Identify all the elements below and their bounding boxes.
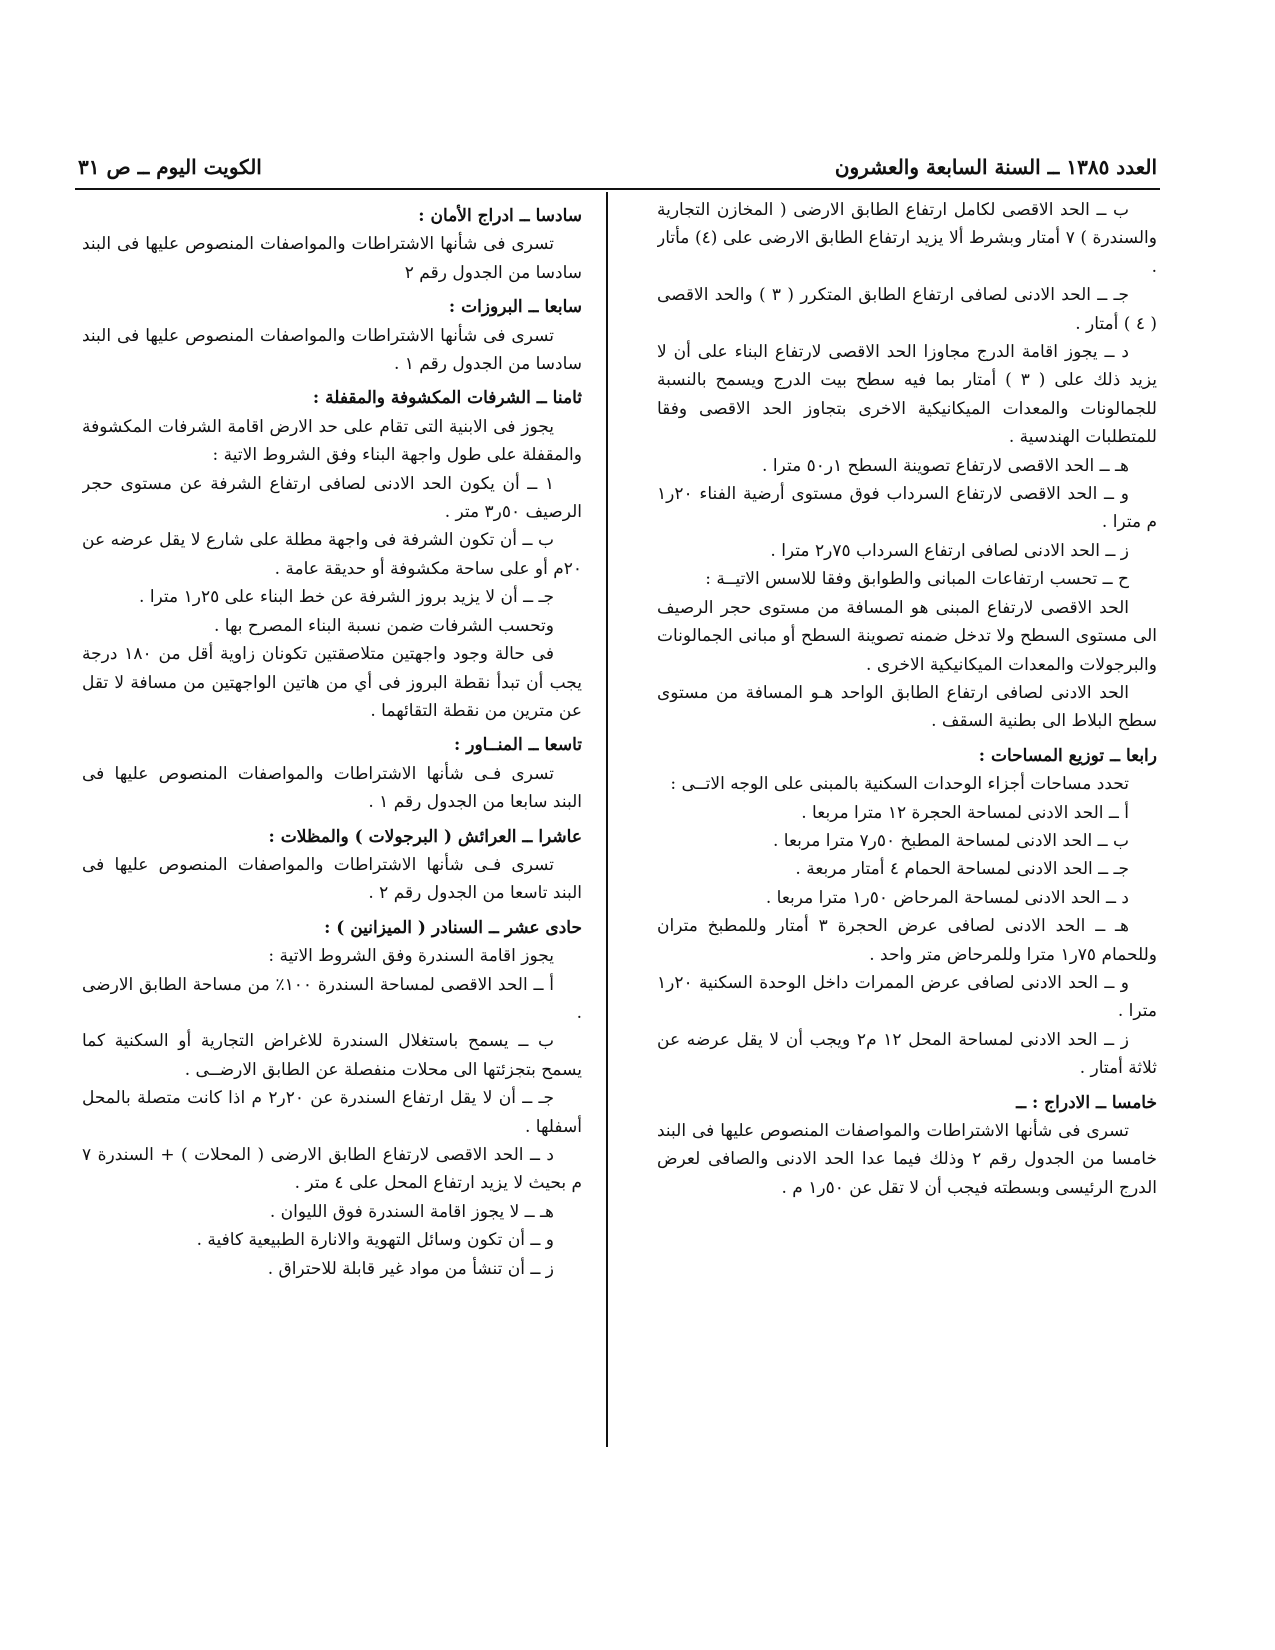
list-item: ١ ــ أن يكون الحد الادنى لصافى ارتفاع الشرفة عن مستوى حجر الرصيف ٥٠ر٣ متر . (82, 473, 582, 523)
list-item: جـ ــ أن لا يقل ارتفاع السندرة عن ٢٠ر٢ م اذا كانت متصلة بالمحل أسفلها . (82, 1088, 582, 1137)
paragraph: تسرى فـى شأنها الاشتراطات والمواصفات المنصوص عليها فى البند تاسعا من الجدول رقم ٢ . (82, 854, 582, 904)
list-item: هـ ــ لا يجوز اقامة السندرة فوق الليوان . (269, 1201, 554, 1222)
paragraph: يجوز فى الابنية التى تقام على حد الارض اقامة الشرفات المكشوفة والمقفلة على طول واجهة البناء وفق الشروط الاتية : (82, 416, 582, 466)
column-divider (606, 192, 608, 1447)
list-item: د ــ يجوز اقامة الدرج مجاوزا الحد الاقصى لارتفاع البناء على أن لا يزيد ذلك على ( ٣ ) أمتار بما فيه سطح بيت الدرج ويسمح بالنسبة للجمالونات والمعدات الميكانيكية الاخرى بتجاوز الحد الاقصى وفقا للمتطلبات الهندسية . (657, 342, 1157, 448)
list-item: و ــ الحد الادنى لصافى عرض الممرات داخل الوحدة السكنية ٢٠ر١ مترا . (657, 972, 1157, 1022)
list-item: د ــ الحد الاقصى لارتفاع الطابق الارضى ( المحلات ) + السندرة ٧ م بحيث لا يزيد ارتفاع المحل على ٤ متر . (82, 1145, 582, 1194)
list-item: ب ــ أن تكون الشرفة فى واجهة مطلة على شارع لا يقل عرضه عن ٢٠م أو على ساحة مكشوفة أو حديقة عامة . (82, 530, 582, 579)
right-column (657, 196, 1157, 1446)
paragraph: وتحسب الشرفات ضمن نسبة البناء المصرح بها . (213, 615, 554, 636)
list-item: ز ــ الحد الادنى لمساحة المحل ١٢ م٢ ويجب أن لا يقل عرضه عن ثلاثة أمتار . (657, 1029, 1157, 1079)
list-item: ز ــ الحد الادنى لصافى ارتفاع السرداب ٧٥ر٢ مترا . (770, 540, 1129, 561)
section-heading: خامسا ــ الادراج : ــ (1016, 1092, 1157, 1113)
list-item: جـ ــ الحد الادنى لصافى ارتفاع الطابق المتكرر ( ٣ ) والحد الاقصى ( ٤ ) أمتار . (657, 285, 1157, 334)
list-item: ح ــ تحسب ارتفاعات المبانى والطوابق وفقا للاسس الاتيــة : (705, 569, 1129, 590)
paragraph: فى حالة وجود واجهتين متلاصقتين تكونان زاوية أقل من ١٨٠ درجة يجب أن تبدأ نقطة البروز فى أي من هاتين الواجهتين من مسافة لا تقل عن مترين من نقطة التقائهما . (82, 644, 582, 721)
list-item: ب ــ الحد الادنى لمساحة المطبخ ٥٠ر٧ مترا مربعا . (772, 830, 1129, 851)
journal-page-label: الكويت اليوم ــ ص ٣١ (78, 155, 262, 179)
paragraph: تسرى فـى شأنها الاشتراطات والمواصفات المنصوص عليها فى البند سابعا من الجدول رقم ١ . (82, 763, 582, 813)
list-item: جـ ــ أن لا يزيد بروز الشرفة عن خط البناء على ٢٥ر١ مترا . (139, 587, 554, 608)
list-item: هـ ــ الحد الاقصى لارتفاع تصوينة السطح ١ر٥٠ مترا . (762, 455, 1129, 476)
list-item: جـ ــ الحد الادنى لمساحة الحمام ٤ أمتار مربعة . (795, 859, 1129, 880)
list-item: هـ ــ الحد الادنى لصافى عرض الحجرة ٣ أمتار وللمطبخ متران وللحمام ٧٥ر١ مترا وللمرحاض متر واحد . (657, 916, 1157, 965)
paragraph: تسرى فى شأنها الاشتراطات والمواصفات المنصوص عليها فى البند سادسا من الجدول رقم ١ . (82, 325, 582, 375)
section-heading: سابعا ــ البروزات : (448, 297, 582, 318)
list-item: أ ــ الحد الادنى لمساحة الحجرة ١٢ مترا مربعا . (801, 802, 1129, 823)
paragraph: الحد الاقصى لارتفاع المبنى هو المسافة من مستوى حجر الرصيف الى مستوى السطح ولا تدخل ضمنه تصوينة السطح أو مبانى الجمالونات والبرجولات والمعدات الميكانيكية الاخرى . (657, 597, 1157, 675)
section-heading: عاشرا ــ العرائش ( البرجولات ) والمظلات : (268, 826, 582, 847)
section-heading: سادسا ــ ادراج الأمان : (418, 206, 582, 226)
section-heading: ثامنا ــ الشرفات المكشوفة والمقفلة : (312, 388, 582, 409)
paragraph: تسرى فى شأنها الاشتراطات والمواصفات المنصوص عليها فى البند خامسا من الجدول رقم ٢ وذلك فيما عدا الحد الادنى والصافى لعرض الدرج الرئيسى وبسطته فيجب أن لا تقل عن ٥٠ر١ م . (657, 1121, 1157, 1198)
list-item: ب ــ يسمح باستغلال السندرة للاغراض التجارية أو السكنية كما يسمح بتجزئتها الى محلات منفصلة عن الطابق الارضــى . (82, 1031, 582, 1080)
section-heading: حادى عشر ــ السنادر ( الميزانين ) : (324, 917, 582, 938)
list-item: و ــ الحد الاقصى لارتفاع السرداب فوق مستوى أرضية الفناء ٢٠ر١ م مترا . (657, 484, 1157, 533)
list-item: ز ــ أن تنشأ من مواد غير قابلة للاحتراق . (267, 1258, 554, 1279)
list-item: و ــ أن تكون وسائل التهوية والانارة الطبيعية كافية . (196, 1230, 554, 1251)
paragraph: تسرى فى شأنها الاشتراطات والمواصفات المنصوص عليها فى البند سادسا من الجدول رقم ٢ (82, 234, 582, 283)
list-item: د ــ الحد الادنى لمساحة المرحاض ٥٠ر١ مترا مربعا . (765, 887, 1129, 908)
paragraph: تحدد مساحات أجزاء الوحدات السكنية بالمبنى على الوجه الاتــى : (670, 774, 1129, 795)
paragraph: يجوز اقامة السندرة وفق الشروط الاتية : (268, 946, 554, 967)
list-item: أ ــ الحد الاقصى لمساحة السندرة ١٠٠٪ من مساحة الطابق الارضى . (82, 974, 582, 1023)
list-item: ب ــ الحد الاقصى لكامل ارتفاع الطابق الارضى ( المخازن التجارية والسندرة ) ٧ أمتار وبشرط ألا يزيد ارتفاع الطابق الارضى على (٤) مأتار . (657, 200, 1157, 277)
section-heading: رابعا ــ توزيع المساحات : (978, 745, 1157, 766)
left-column (82, 196, 582, 1446)
page-header (78, 150, 1157, 184)
header-rule (75, 188, 1160, 190)
section-heading: تاسعا ــ المنــاور : (454, 735, 582, 756)
issue-number: العدد ١٣٨٥ ــ السنة السابعة والعشرون (834, 155, 1157, 179)
paragraph: الحد الادنى لصافى ارتفاع الطابق الواحد هـو المسافة من مستوى سطح البلاط الى بطنية السقف . (657, 682, 1157, 732)
